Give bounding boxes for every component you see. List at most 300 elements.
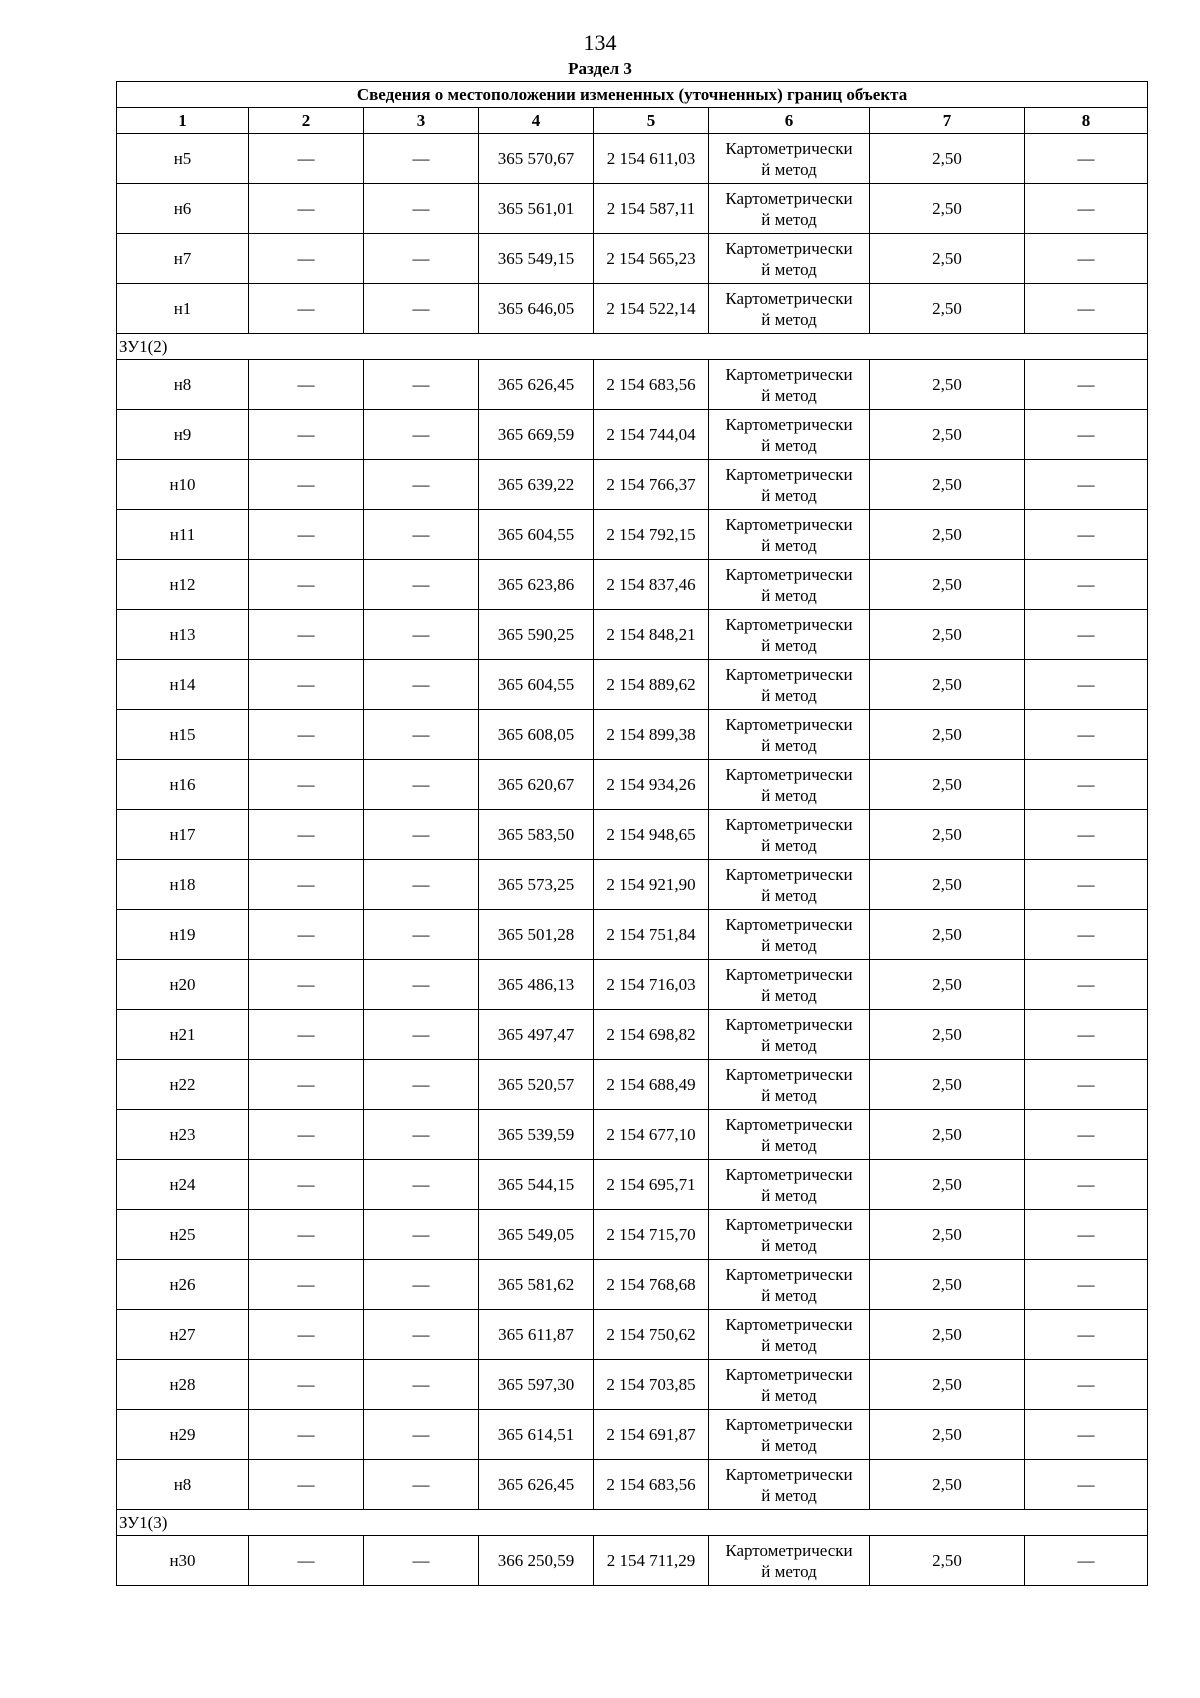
method-cell xyxy=(709,760,870,810)
point-number-cell: н12 xyxy=(117,560,249,610)
y-coordinate-cell: 2 154 587,11 xyxy=(594,184,709,234)
col3-cell: — xyxy=(364,1160,479,1210)
point-number-cell: н15 xyxy=(117,710,249,760)
method-line: й метод xyxy=(761,585,817,605)
col2-cell: — xyxy=(249,560,364,610)
y-coordinate-cell: 2 154 698,82 xyxy=(594,1010,709,1060)
method-cell xyxy=(709,360,870,410)
table-row xyxy=(117,1210,1148,1260)
method-line: й метод xyxy=(761,835,817,855)
method-line: Картометрически xyxy=(725,1114,853,1134)
col2-cell: — xyxy=(249,1160,364,1210)
method-cell xyxy=(709,610,870,660)
y-coordinate-cell: 2 154 750,62 xyxy=(594,1310,709,1360)
col3-cell: — xyxy=(364,234,479,284)
table-row xyxy=(117,560,1148,610)
method-line: й метод xyxy=(761,1561,817,1581)
col3-cell: — xyxy=(364,184,479,234)
y-coordinate-cell: 2 154 688,49 xyxy=(594,1060,709,1110)
point-number-cell: н26 xyxy=(117,1260,249,1310)
table-row xyxy=(117,460,1148,510)
accuracy-cell: 2,50 xyxy=(870,1410,1025,1460)
method-line: Картометрически xyxy=(725,714,853,734)
method-cell xyxy=(709,1160,870,1210)
x-coordinate-cell: 365 604,55 xyxy=(479,510,594,560)
method-line: Картометрически xyxy=(725,864,853,884)
method-line: й метод xyxy=(761,785,817,805)
y-coordinate-cell: 2 154 565,23 xyxy=(594,234,709,284)
accuracy-cell: 2,50 xyxy=(870,760,1025,810)
col3-cell: — xyxy=(364,810,479,860)
x-coordinate-cell: 365 561,01 xyxy=(479,184,594,234)
y-coordinate-cell: 2 154 716,03 xyxy=(594,960,709,1010)
col3-cell: — xyxy=(364,284,479,334)
col2-cell: — xyxy=(249,284,364,334)
method-cell xyxy=(709,284,870,334)
method-line: й метод xyxy=(761,1335,817,1355)
col3-cell: — xyxy=(364,960,479,1010)
method-line: й метод xyxy=(761,1085,817,1105)
y-coordinate-cell: 2 154 744,04 xyxy=(594,410,709,460)
y-coordinate-cell: 2 154 792,15 xyxy=(594,510,709,560)
method-line: Картометрически xyxy=(725,1164,853,1184)
page-number: 134 xyxy=(583,30,617,55)
accuracy-cell: 2,50 xyxy=(870,860,1025,910)
x-coordinate-cell: 365 646,05 xyxy=(479,284,594,334)
col3-cell: — xyxy=(364,660,479,710)
col8-cell: — xyxy=(1025,710,1148,760)
column-header: 2 xyxy=(249,108,364,134)
method-line: Картометрически xyxy=(725,1464,853,1484)
col3-cell: — xyxy=(364,410,479,460)
col8-cell: — xyxy=(1025,1210,1148,1260)
col3-cell: — xyxy=(364,510,479,560)
col3-cell: — xyxy=(364,710,479,760)
table-row xyxy=(117,1410,1148,1460)
point-number-cell: н20 xyxy=(117,960,249,1010)
method-line: Картометрически xyxy=(725,1414,853,1434)
col2-cell: — xyxy=(249,360,364,410)
method-line: Картометрически xyxy=(725,1014,853,1034)
col8-cell: — xyxy=(1025,284,1148,334)
y-coordinate-cell: 2 154 695,71 xyxy=(594,1160,709,1210)
accuracy-cell: 2,50 xyxy=(870,610,1025,660)
accuracy-cell: 2,50 xyxy=(870,184,1025,234)
col8-cell: — xyxy=(1025,1110,1148,1160)
col8-cell: — xyxy=(1025,1536,1148,1586)
col2-cell: — xyxy=(249,1360,364,1410)
table-row xyxy=(117,810,1148,860)
accuracy-cell: 2,50 xyxy=(870,1460,1025,1510)
method-cell xyxy=(709,184,870,234)
col2-cell: — xyxy=(249,184,364,234)
method-line: й метод xyxy=(761,209,817,229)
point-number-cell: н24 xyxy=(117,1160,249,1210)
method-line: й метод xyxy=(761,309,817,329)
col3-cell: — xyxy=(364,1060,479,1110)
point-number-cell: н22 xyxy=(117,1060,249,1110)
col8-cell: — xyxy=(1025,360,1148,410)
col2-cell: — xyxy=(249,910,364,960)
x-coordinate-cell: 365 623,86 xyxy=(479,560,594,610)
table-row xyxy=(117,760,1148,810)
x-coordinate-cell: 365 544,15 xyxy=(479,1160,594,1210)
col2-cell: — xyxy=(249,960,364,1010)
col8-cell: — xyxy=(1025,184,1148,234)
col8-cell: — xyxy=(1025,660,1148,710)
col2-cell: — xyxy=(249,410,364,460)
col2-cell: — xyxy=(249,1060,364,1110)
col8-cell: — xyxy=(1025,560,1148,610)
method-line: й метод xyxy=(761,1435,817,1455)
col3-cell: — xyxy=(364,760,479,810)
accuracy-cell: 2,50 xyxy=(870,284,1025,334)
col3-cell: — xyxy=(364,1260,479,1310)
point-number-cell: н8 xyxy=(117,1460,249,1510)
x-coordinate-cell: 365 501,28 xyxy=(479,910,594,960)
x-coordinate-cell: 365 549,05 xyxy=(479,1210,594,1260)
col2-cell: — xyxy=(249,1460,364,1510)
accuracy-cell: 2,50 xyxy=(870,710,1025,760)
point-number-cell: н25 xyxy=(117,1210,249,1260)
method-line: Картометрически xyxy=(725,238,853,258)
method-cell xyxy=(709,660,870,710)
col8-cell: — xyxy=(1025,1260,1148,1310)
col3-cell: — xyxy=(364,560,479,610)
method-line: Картометрически xyxy=(725,814,853,834)
x-coordinate-cell: 366 250,59 xyxy=(479,1536,594,1586)
y-coordinate-cell: 2 154 766,37 xyxy=(594,460,709,510)
method-cell xyxy=(709,560,870,610)
col8-cell: — xyxy=(1025,1010,1148,1060)
method-line: й метод xyxy=(761,435,817,455)
col2-cell: — xyxy=(249,610,364,660)
y-coordinate-cell: 2 154 751,84 xyxy=(594,910,709,960)
method-line: Картометрически xyxy=(725,1364,853,1384)
table-row xyxy=(117,1260,1148,1310)
col3-cell: — xyxy=(364,860,479,910)
accuracy-cell: 2,50 xyxy=(870,234,1025,284)
method-line: й метод xyxy=(761,635,817,655)
method-cell xyxy=(709,510,870,560)
method-line: й метод xyxy=(761,685,817,705)
method-line: Картометрически xyxy=(725,564,853,584)
section-title: Раздел 3 xyxy=(568,59,632,78)
x-coordinate-cell: 365 626,45 xyxy=(479,360,594,410)
table-caption-row xyxy=(117,82,1148,108)
col3-cell: — xyxy=(364,134,479,184)
method-line: Картометрически xyxy=(725,1264,853,1284)
point-number-cell: н21 xyxy=(117,1010,249,1060)
x-coordinate-cell: 365 611,87 xyxy=(479,1310,594,1360)
point-number-cell: н23 xyxy=(117,1110,249,1160)
col2-cell: — xyxy=(249,460,364,510)
table-row xyxy=(117,1010,1148,1060)
method-line: й метод xyxy=(761,1035,817,1055)
method-line: й метод xyxy=(761,885,817,905)
accuracy-cell: 2,50 xyxy=(870,460,1025,510)
x-coordinate-cell: 365 620,67 xyxy=(479,760,594,810)
col8-cell: — xyxy=(1025,1360,1148,1410)
method-cell xyxy=(709,1410,870,1460)
method-line: Картометрически xyxy=(725,664,853,684)
table-row xyxy=(117,410,1148,460)
col8-cell: — xyxy=(1025,460,1148,510)
y-coordinate-cell: 2 154 611,03 xyxy=(594,134,709,184)
col2-cell: — xyxy=(249,1310,364,1360)
method-cell xyxy=(709,460,870,510)
col8-cell: — xyxy=(1025,1160,1148,1210)
col3-cell: — xyxy=(364,1536,479,1586)
point-number-cell: н30 xyxy=(117,1536,249,1586)
x-coordinate-cell: 365 497,47 xyxy=(479,1010,594,1060)
y-coordinate-cell: 2 154 683,56 xyxy=(594,360,709,410)
x-coordinate-cell: 365 583,50 xyxy=(479,810,594,860)
x-coordinate-cell: 365 573,25 xyxy=(479,860,594,910)
point-number-cell: н28 xyxy=(117,1360,249,1410)
x-coordinate-cell: 365 639,22 xyxy=(479,460,594,510)
point-number-cell: н18 xyxy=(117,860,249,910)
point-number-cell: н7 xyxy=(117,234,249,284)
table-row xyxy=(117,184,1148,234)
x-coordinate-cell: 365 604,55 xyxy=(479,660,594,710)
method-line: й метод xyxy=(761,1235,817,1255)
point-number-cell: н1 xyxy=(117,284,249,334)
col2-cell: — xyxy=(249,1536,364,1586)
method-cell xyxy=(709,910,870,960)
col8-cell: — xyxy=(1025,810,1148,860)
col3-cell: — xyxy=(364,1360,479,1410)
method-line: Картометрически xyxy=(725,414,853,434)
method-cell xyxy=(709,1460,870,1510)
col3-cell: — xyxy=(364,1210,479,1260)
method-line: Картометрически xyxy=(725,964,853,984)
col2-cell: — xyxy=(249,860,364,910)
col8-cell: — xyxy=(1025,234,1148,284)
accuracy-cell: 2,50 xyxy=(870,360,1025,410)
col3-cell: — xyxy=(364,1460,479,1510)
group-label: ЗУ1(3) xyxy=(117,1510,1148,1536)
accuracy-cell: 2,50 xyxy=(870,1110,1025,1160)
y-coordinate-cell: 2 154 921,90 xyxy=(594,860,709,910)
x-coordinate-cell: 365 520,57 xyxy=(479,1060,594,1110)
col2-cell: — xyxy=(249,810,364,860)
method-line: й метод xyxy=(761,1385,817,1405)
point-number-cell: н6 xyxy=(117,184,249,234)
col2-cell: — xyxy=(249,1110,364,1160)
column-header: 4 xyxy=(479,108,594,134)
table-row xyxy=(117,360,1148,410)
method-cell xyxy=(709,1360,870,1410)
y-coordinate-cell: 2 154 703,85 xyxy=(594,1360,709,1410)
col3-cell: — xyxy=(364,460,479,510)
table-header-row xyxy=(117,108,1148,134)
table-row xyxy=(117,1360,1148,1410)
method-line: й метод xyxy=(761,985,817,1005)
col8-cell: — xyxy=(1025,410,1148,460)
y-coordinate-cell: 2 154 677,10 xyxy=(594,1110,709,1160)
method-cell xyxy=(709,810,870,860)
table-row xyxy=(117,1110,1148,1160)
group-row xyxy=(117,1510,1148,1536)
col3-cell: — xyxy=(364,1110,479,1160)
method-line: Картометрически xyxy=(725,1064,853,1084)
col2-cell: — xyxy=(249,1010,364,1060)
col8-cell: — xyxy=(1025,910,1148,960)
method-line: Картометрически xyxy=(725,1540,853,1560)
y-coordinate-cell: 2 154 768,68 xyxy=(594,1260,709,1310)
accuracy-cell: 2,50 xyxy=(870,660,1025,710)
accuracy-cell: 2,50 xyxy=(870,1260,1025,1310)
table-row xyxy=(117,284,1148,334)
y-coordinate-cell: 2 154 683,56 xyxy=(594,1460,709,1510)
col8-cell: — xyxy=(1025,1310,1148,1360)
y-coordinate-cell: 2 154 848,21 xyxy=(594,610,709,660)
x-coordinate-cell: 365 549,15 xyxy=(479,234,594,284)
col3-cell: — xyxy=(364,1310,479,1360)
accuracy-cell: 2,50 xyxy=(870,1010,1025,1060)
method-line: Картометрически xyxy=(725,764,853,784)
x-coordinate-cell: 365 626,45 xyxy=(479,1460,594,1510)
x-coordinate-cell: 365 539,59 xyxy=(479,1110,594,1160)
point-number-cell: н16 xyxy=(117,760,249,810)
group-label: ЗУ1(2) xyxy=(117,334,1148,360)
method-cell xyxy=(709,1310,870,1360)
method-cell xyxy=(709,1210,870,1260)
col8-cell: — xyxy=(1025,510,1148,560)
method-line: й метод xyxy=(761,1285,817,1305)
point-number-cell: н10 xyxy=(117,460,249,510)
point-number-cell: н14 xyxy=(117,660,249,710)
method-cell xyxy=(709,960,870,1010)
coordinates-table xyxy=(116,81,1148,1586)
point-number-cell: н8 xyxy=(117,360,249,410)
col8-cell: — xyxy=(1025,1060,1148,1110)
method-cell xyxy=(709,860,870,910)
method-line: Картометрически xyxy=(725,364,853,384)
col2-cell: — xyxy=(249,1210,364,1260)
x-coordinate-cell: 365 669,59 xyxy=(479,410,594,460)
method-cell xyxy=(709,1010,870,1060)
method-cell xyxy=(709,134,870,184)
point-number-cell: н9 xyxy=(117,410,249,460)
method-cell xyxy=(709,1110,870,1160)
y-coordinate-cell: 2 154 889,62 xyxy=(594,660,709,710)
y-coordinate-cell: 2 154 948,65 xyxy=(594,810,709,860)
col8-cell: — xyxy=(1025,1410,1148,1460)
table-row xyxy=(117,1160,1148,1210)
method-line: й метод xyxy=(761,159,817,179)
x-coordinate-cell: 365 614,51 xyxy=(479,1410,594,1460)
col3-cell: — xyxy=(364,1410,479,1460)
method-cell xyxy=(709,410,870,460)
column-header: 5 xyxy=(594,108,709,134)
y-coordinate-cell: 2 154 899,38 xyxy=(594,710,709,760)
col8-cell: — xyxy=(1025,760,1148,810)
table-row xyxy=(117,1536,1148,1586)
accuracy-cell: 2,50 xyxy=(870,1060,1025,1110)
method-line: Картометрически xyxy=(725,288,853,308)
accuracy-cell: 2,50 xyxy=(870,1160,1025,1210)
accuracy-cell: 2,50 xyxy=(870,560,1025,610)
accuracy-cell: 2,50 xyxy=(870,1360,1025,1410)
method-line: й метод xyxy=(761,259,817,279)
point-number-cell: н27 xyxy=(117,1310,249,1360)
y-coordinate-cell: 2 154 715,70 xyxy=(594,1210,709,1260)
method-line: Картометрически xyxy=(725,914,853,934)
y-coordinate-cell: 2 154 691,87 xyxy=(594,1410,709,1460)
point-number-cell: н11 xyxy=(117,510,249,560)
accuracy-cell: 2,50 xyxy=(870,1210,1025,1260)
table-row xyxy=(117,710,1148,760)
col3-cell: — xyxy=(364,360,479,410)
method-cell xyxy=(709,234,870,284)
accuracy-cell: 2,50 xyxy=(870,810,1025,860)
col8-cell: — xyxy=(1025,860,1148,910)
table-row xyxy=(117,660,1148,710)
table-row xyxy=(117,910,1148,960)
col8-cell: — xyxy=(1025,134,1148,184)
x-coordinate-cell: 365 581,62 xyxy=(479,1260,594,1310)
method-cell xyxy=(709,1536,870,1586)
col2-cell: — xyxy=(249,710,364,760)
table-row xyxy=(117,610,1148,660)
col2-cell: — xyxy=(249,510,364,560)
x-coordinate-cell: 365 570,67 xyxy=(479,134,594,184)
table-row xyxy=(117,1310,1148,1360)
table-row xyxy=(117,960,1148,1010)
col3-cell: — xyxy=(364,610,479,660)
method-line: Картометрически xyxy=(725,614,853,634)
x-coordinate-cell: 365 486,13 xyxy=(479,960,594,1010)
table-row xyxy=(117,510,1148,560)
accuracy-cell: 2,50 xyxy=(870,1536,1025,1586)
col2-cell: — xyxy=(249,134,364,184)
accuracy-cell: 2,50 xyxy=(870,510,1025,560)
col8-cell: — xyxy=(1025,610,1148,660)
method-line: й метод xyxy=(761,485,817,505)
col2-cell: — xyxy=(249,234,364,284)
method-line: й метод xyxy=(761,1135,817,1155)
table-row xyxy=(117,860,1148,910)
column-header: 6 xyxy=(709,108,870,134)
method-line: Картометрически xyxy=(725,138,853,158)
method-line: Картометрически xyxy=(725,464,853,484)
method-line: Картометрически xyxy=(725,1314,853,1334)
y-coordinate-cell: 2 154 934,26 xyxy=(594,760,709,810)
table-row xyxy=(117,134,1148,184)
method-line: й метод xyxy=(761,1485,817,1505)
point-number-cell: н17 xyxy=(117,810,249,860)
group-row xyxy=(117,334,1148,360)
accuracy-cell: 2,50 xyxy=(870,410,1025,460)
method-line: Картометрически xyxy=(725,188,853,208)
col8-cell: — xyxy=(1025,960,1148,1010)
col2-cell: — xyxy=(249,1260,364,1310)
column-header: 3 xyxy=(364,108,479,134)
x-coordinate-cell: 365 590,25 xyxy=(479,610,594,660)
method-line: й метод xyxy=(761,735,817,755)
method-line: Картометрически xyxy=(725,514,853,534)
x-coordinate-cell: 365 608,05 xyxy=(479,710,594,760)
col2-cell: — xyxy=(249,760,364,810)
y-coordinate-cell: 2 154 522,14 xyxy=(594,284,709,334)
point-number-cell: н29 xyxy=(117,1410,249,1460)
accuracy-cell: 2,50 xyxy=(870,910,1025,960)
point-number-cell: н19 xyxy=(117,910,249,960)
table-row xyxy=(117,234,1148,284)
col3-cell: — xyxy=(364,910,479,960)
